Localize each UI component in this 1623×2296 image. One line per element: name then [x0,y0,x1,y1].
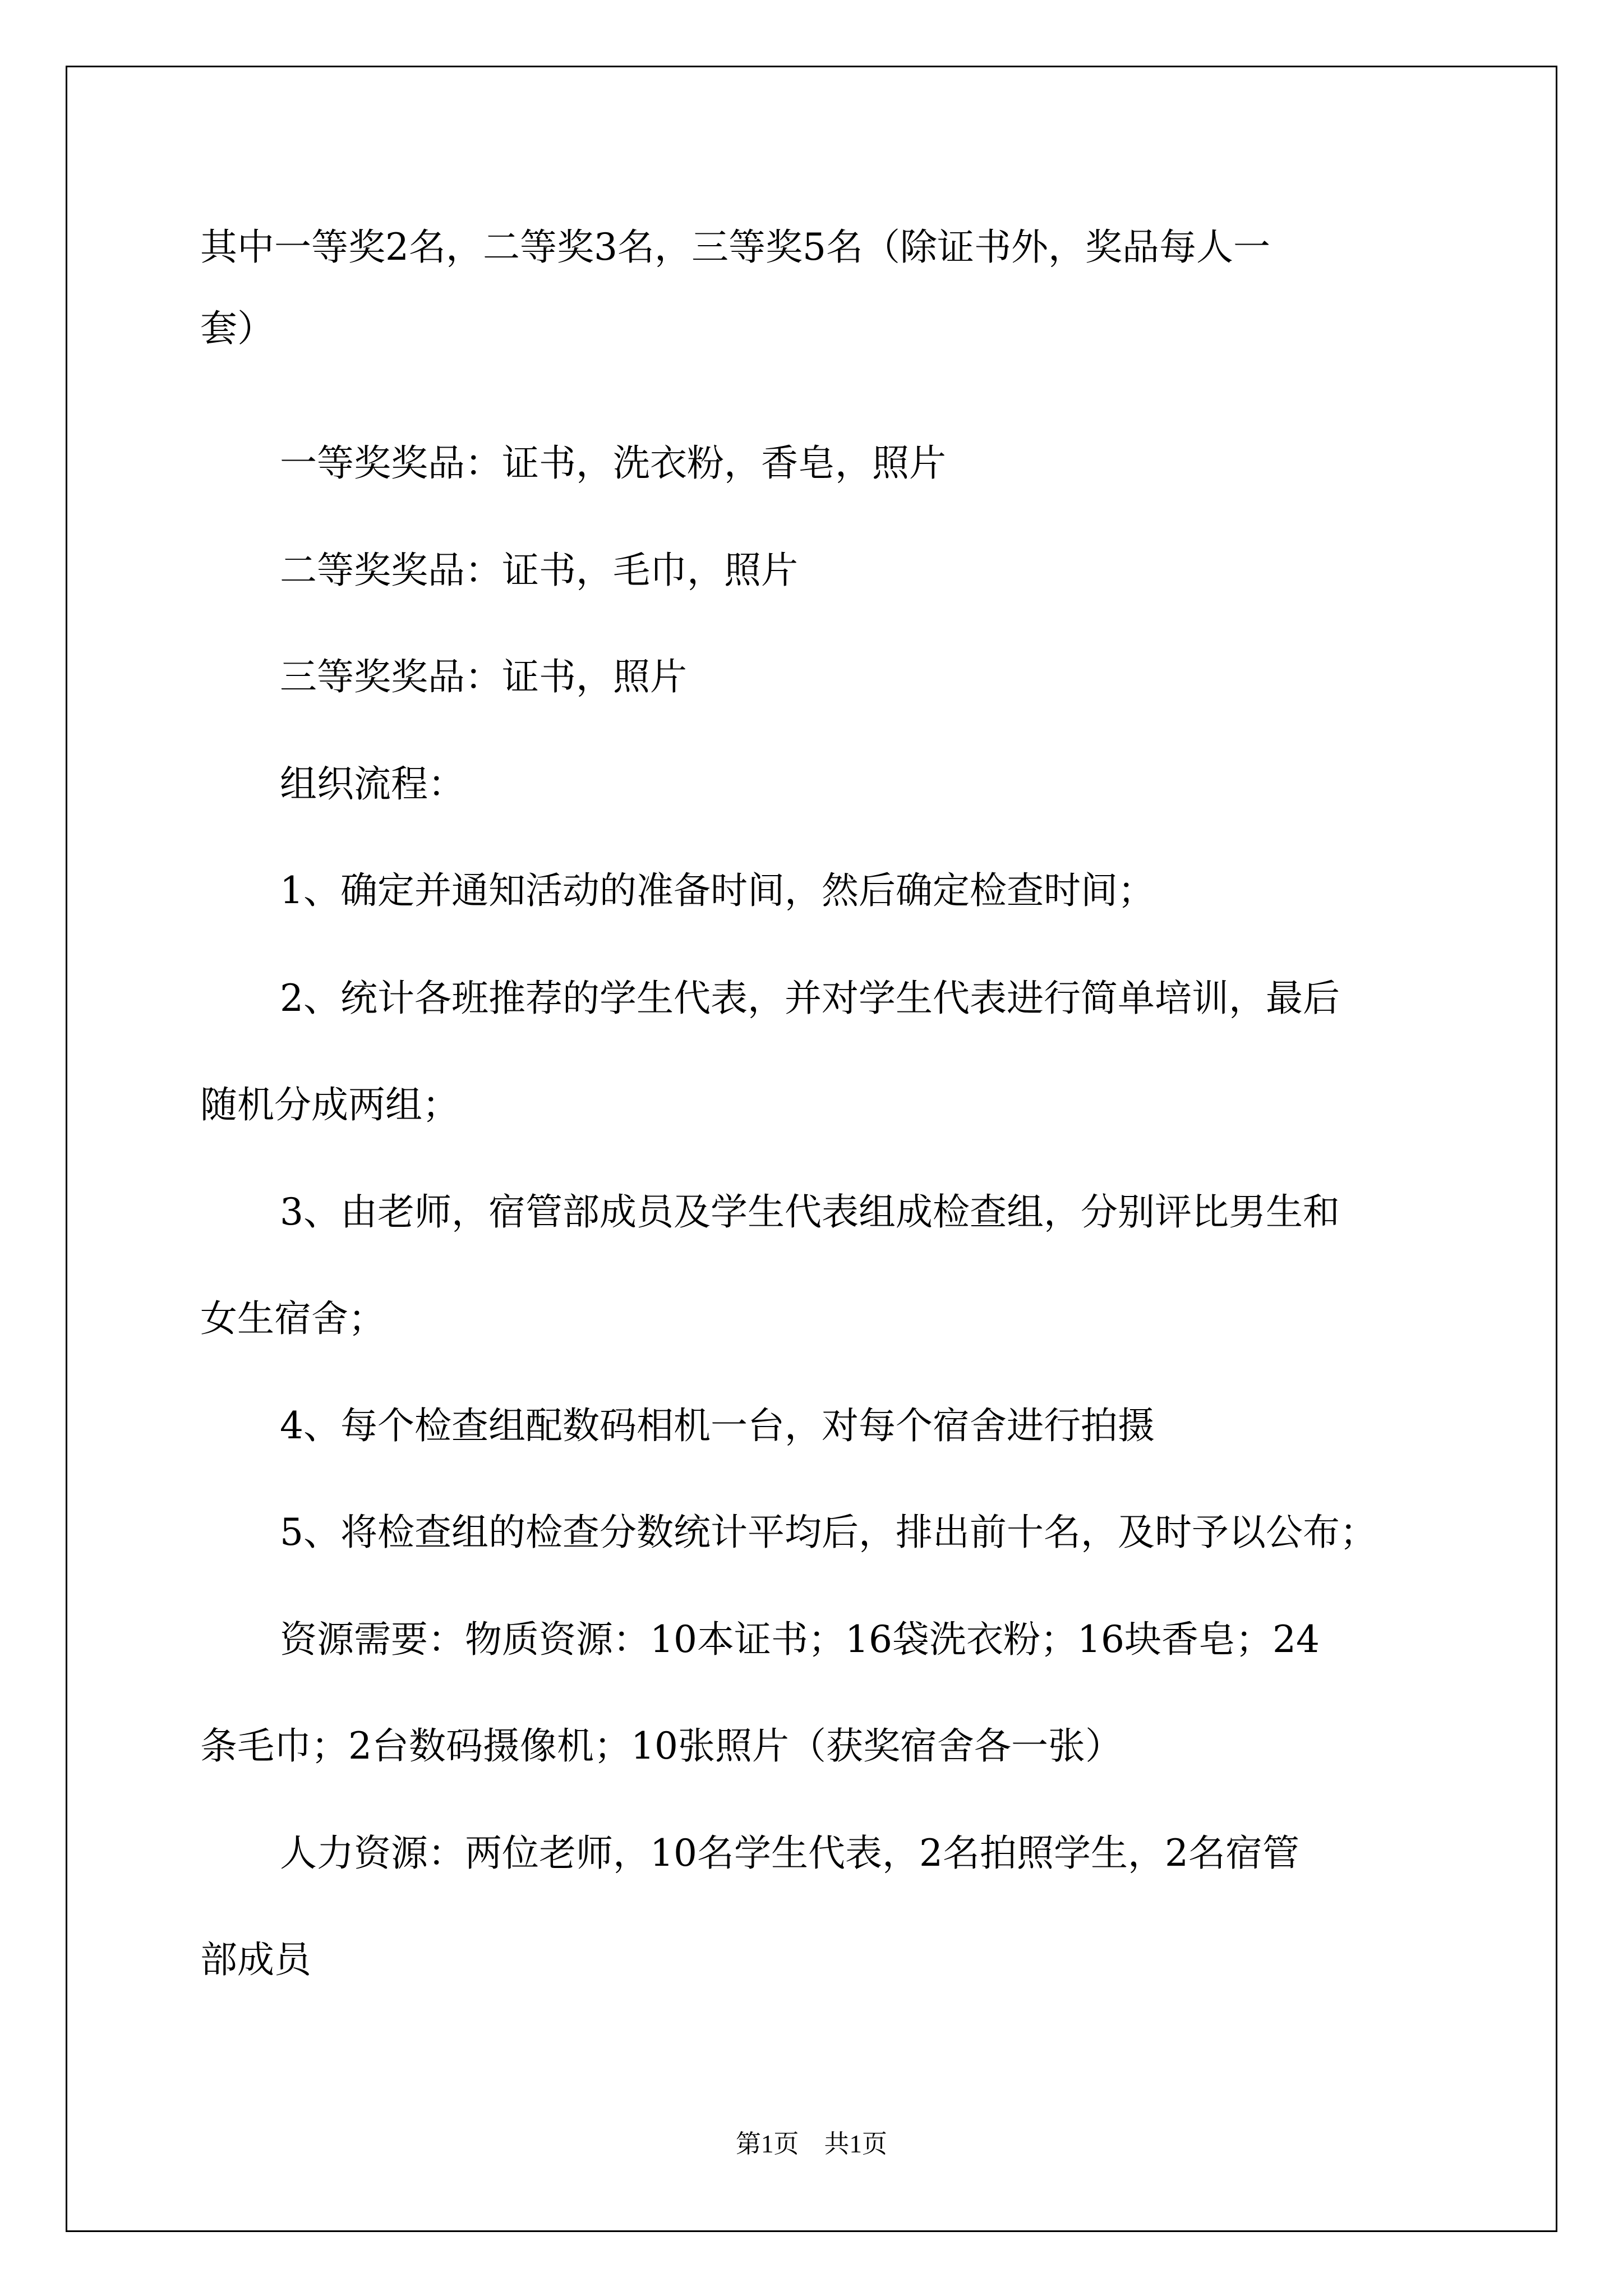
section-heading: 组织流程： [280,762,465,806]
text-line: 二等奖奖品：证书，毛巾，照片 [280,549,798,592]
list-item: 1、确定并通知活动的准备时间，然后确定检查时间； [280,869,1155,912]
list-item: 4、每个检查组配数码相机一台，对每个宿舍进行拍摄 [280,1404,1155,1447]
text-line: 套） [200,307,274,350]
list-item-continuation: 随机分成两组； [200,1083,459,1126]
list-item: 2、统计各班推荐的学生代表，并对学生代表进行简单培训，最后 [280,977,1340,1020]
page-number: 第1页 共1页 [735,2130,887,2158]
text-line: 三等奖奖品：证书，照片 [280,655,687,698]
text-line: 资源需要：物质资源：10本证书；16袋洗衣粉；16块香皂；24 [280,1618,1320,1661]
page-border [66,66,1557,2232]
list-item: 3、由老师，宿管部成员及学生代表组成检查组，分别评比男生和 [280,1190,1340,1234]
text-line: 部成员 [200,1938,311,1981]
text-line: 条毛巾；2台数码摄像机；10张照片（获奖宿舍各一张） [200,1724,1122,1768]
text-line: 人力资源：两位老师，10名学生代表，2名拍照学生，2名宿管 [280,1832,1299,1875]
text-line: 一等奖奖品：证书，洗衣粉，香皂，照片 [280,441,946,485]
list-item: 5、将检查组的检查分数统计平均后，排出前十名，及时予以公布； [280,1511,1377,1554]
list-item-continuation: 女生宿舍； [200,1297,385,1340]
text-line: 其中一等奖2名，二等奖3名，三等奖5名（除证书外，奖品每人一 [200,226,1270,269]
